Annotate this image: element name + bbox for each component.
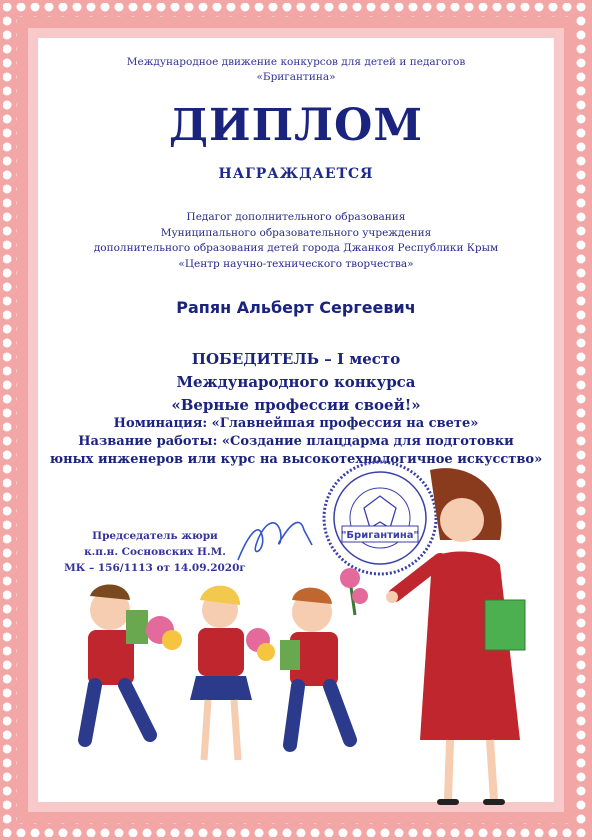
- jury-line-1: Председатель жюри: [92, 530, 218, 542]
- result-contest-name: «Верные профессии своей!»: [171, 396, 421, 414]
- header-line-2: «Бригантина»: [256, 71, 336, 83]
- nomination-line-2: Название работы: «Создание плацдарма для подготовки: [78, 434, 514, 449]
- nomination-line-1: Номинация: «Главнейшая профессия на свете»: [113, 416, 479, 431]
- jury-line-3: МК – 156/1113 от 14.09.2020г: [64, 562, 246, 574]
- stamp-seal: [324, 462, 436, 574]
- awarded-label: НАГРАЖДАЕТСЯ: [218, 166, 374, 182]
- header-line-1: Международное движение конкурсов для детей и педагогов: [126, 56, 466, 68]
- result-contest-type: Международного конкурса: [176, 373, 416, 391]
- organization-line-1: Педагог дополнительного образования: [186, 211, 406, 223]
- organization-line-3: дополнительного образования детей города Джанкоя Республики Крым: [93, 242, 499, 254]
- jury-line-2: к.п.н. Сосновских Н.М.: [84, 546, 226, 558]
- boy-figure-left: [85, 584, 182, 740]
- organization-line-2: Муниципального образовательного учреждения: [160, 226, 432, 239]
- teacher-figure: [386, 468, 525, 802]
- girl-figure: [190, 586, 275, 760]
- signature-image: [238, 522, 312, 560]
- stamp-label: "Бригантина": [341, 530, 419, 541]
- diploma-title: ДИПЛОМ: [168, 100, 424, 151]
- result-place: ПОБЕДИТЕЛЬ – I место: [191, 350, 401, 368]
- organization-line-4: «Центр научно-технического творчества»: [178, 257, 414, 270]
- recipient-name: Рапян Альберт Сергеевич: [176, 298, 416, 317]
- nomination-line-3: юных инженеров или курс на высокотехнологичное искусство»: [49, 452, 543, 467]
- boy-figure-right: [280, 568, 368, 745]
